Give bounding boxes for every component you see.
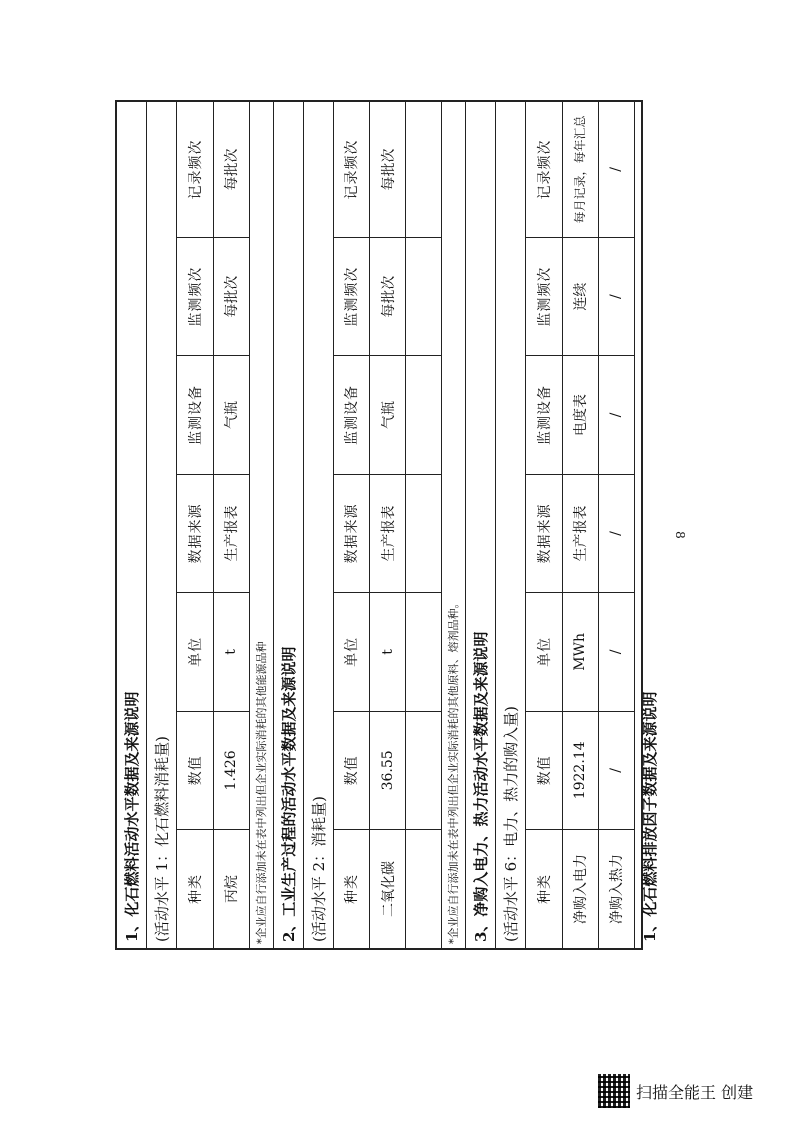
- qr-code-icon: [598, 1074, 630, 1108]
- table-cell: 每批次: [370, 102, 406, 237]
- section-2-note: *企业应自行添加未在表中列出但企业实际消耗的其他原料、熔剂品种。: [442, 102, 466, 948]
- header-cell: 数据来源: [526, 474, 562, 592]
- section-2-subtitle: (活动水平 2：消耗量): [304, 102, 334, 948]
- table-cell: 气瓶: [370, 356, 406, 474]
- section-2-title: 2、工业生产过程的活动水平数据及来源说明: [274, 102, 304, 948]
- table-cell: t: [213, 593, 249, 711]
- process-consumption-table: [334, 102, 443, 948]
- table-cell: 每月记录，每年汇总: [562, 102, 598, 237]
- table-row: [213, 102, 249, 948]
- table-cell: 每批次: [213, 237, 249, 355]
- table-cell: /: [598, 593, 634, 711]
- scanner-watermark: [598, 1074, 778, 1110]
- table-row: [370, 102, 406, 948]
- table-cell: 二氧化碳: [370, 830, 406, 948]
- section-3-subtitle: (活动水平 6：电力、热力的购入量): [496, 102, 526, 948]
- header-cell: 监测频次: [177, 237, 213, 355]
- table-cell: [406, 356, 442, 474]
- table-cell: 1922.14: [562, 711, 598, 829]
- table-cell: 电度表: [562, 356, 598, 474]
- table-cell: t: [370, 593, 406, 711]
- header-cell: 单位: [334, 593, 370, 711]
- header-cell: 监测设备: [526, 356, 562, 474]
- table-cell: [406, 711, 442, 829]
- section-1-title: 1、化石燃料活动水平数据及来源说明: [117, 102, 147, 948]
- table-cell: /: [598, 102, 634, 237]
- header-cell: 种类: [177, 830, 213, 948]
- section-1-subtitle: (活动水平 1：化石燃料消耗量): [147, 102, 177, 948]
- section-1-note: *企业应自行添加未在表中列出但企业实际消耗的其他能源品种: [250, 102, 274, 948]
- table-cell: 生产报表: [562, 474, 598, 592]
- table-cell: 净购入电力: [562, 830, 598, 948]
- table-header-row: [177, 102, 213, 948]
- header-cell: 数值: [526, 711, 562, 829]
- watermark-text: 扫描全能王 创建: [636, 1083, 754, 1102]
- table-row: [406, 102, 442, 948]
- table-cell: 连续: [562, 237, 598, 355]
- table-cell: 每批次: [370, 237, 406, 355]
- header-cell: 记录频次: [526, 102, 562, 237]
- table-cell: [406, 830, 442, 948]
- table-cell: /: [598, 474, 634, 592]
- table-header-row: [526, 102, 562, 948]
- header-cell: 监测设备: [177, 356, 213, 474]
- table-cell: 每批次: [213, 102, 249, 237]
- rotated-content: [117, 102, 659, 948]
- header-cell: 单位: [526, 593, 562, 711]
- fuel-consumption-table: [177, 102, 250, 948]
- table-cell: /: [598, 237, 634, 355]
- table-cell: [406, 237, 442, 355]
- table-header-row: [334, 102, 370, 948]
- table-row: [598, 102, 634, 948]
- header-cell: 单位: [177, 593, 213, 711]
- header-cell: 数据来源: [177, 474, 213, 592]
- header-cell: 监测设备: [334, 356, 370, 474]
- purchased-energy-table: [526, 102, 635, 948]
- table-cell: 净购入热力: [598, 830, 634, 948]
- document-frame: [115, 100, 659, 950]
- header-cell: 记录频次: [334, 102, 370, 237]
- table-cell: 1.426: [213, 711, 249, 829]
- header-cell: 种类: [334, 830, 370, 948]
- table-cell: [406, 102, 442, 237]
- header-cell: 监测频次: [334, 237, 370, 355]
- section-3-title: 3、净购入电力、热力活动水平数据及来源说明: [466, 102, 496, 948]
- page-number: 8: [672, 531, 687, 539]
- table-cell: /: [598, 711, 634, 829]
- header-cell: 数据来源: [334, 474, 370, 592]
- table-cell: 生产报表: [213, 474, 249, 592]
- table-cell: /: [598, 356, 634, 474]
- table-cell: 生产报表: [370, 474, 406, 592]
- header-cell: 数值: [334, 711, 370, 829]
- table-cell: 丙烷: [213, 830, 249, 948]
- header-cell: 记录频次: [177, 102, 213, 237]
- table-cell: 气瓶: [213, 356, 249, 474]
- header-cell: 种类: [526, 830, 562, 948]
- table-cell: [406, 474, 442, 592]
- header-cell: 监测频次: [526, 237, 562, 355]
- table-cell: [406, 593, 442, 711]
- section-4-title: 1、化石燃料排放因子数据及来源说明: [640, 691, 659, 942]
- table-row: [562, 102, 598, 948]
- header-cell: 数值: [177, 711, 213, 829]
- table-cell: MWh: [562, 593, 598, 711]
- table-cell: 36.55: [370, 711, 406, 829]
